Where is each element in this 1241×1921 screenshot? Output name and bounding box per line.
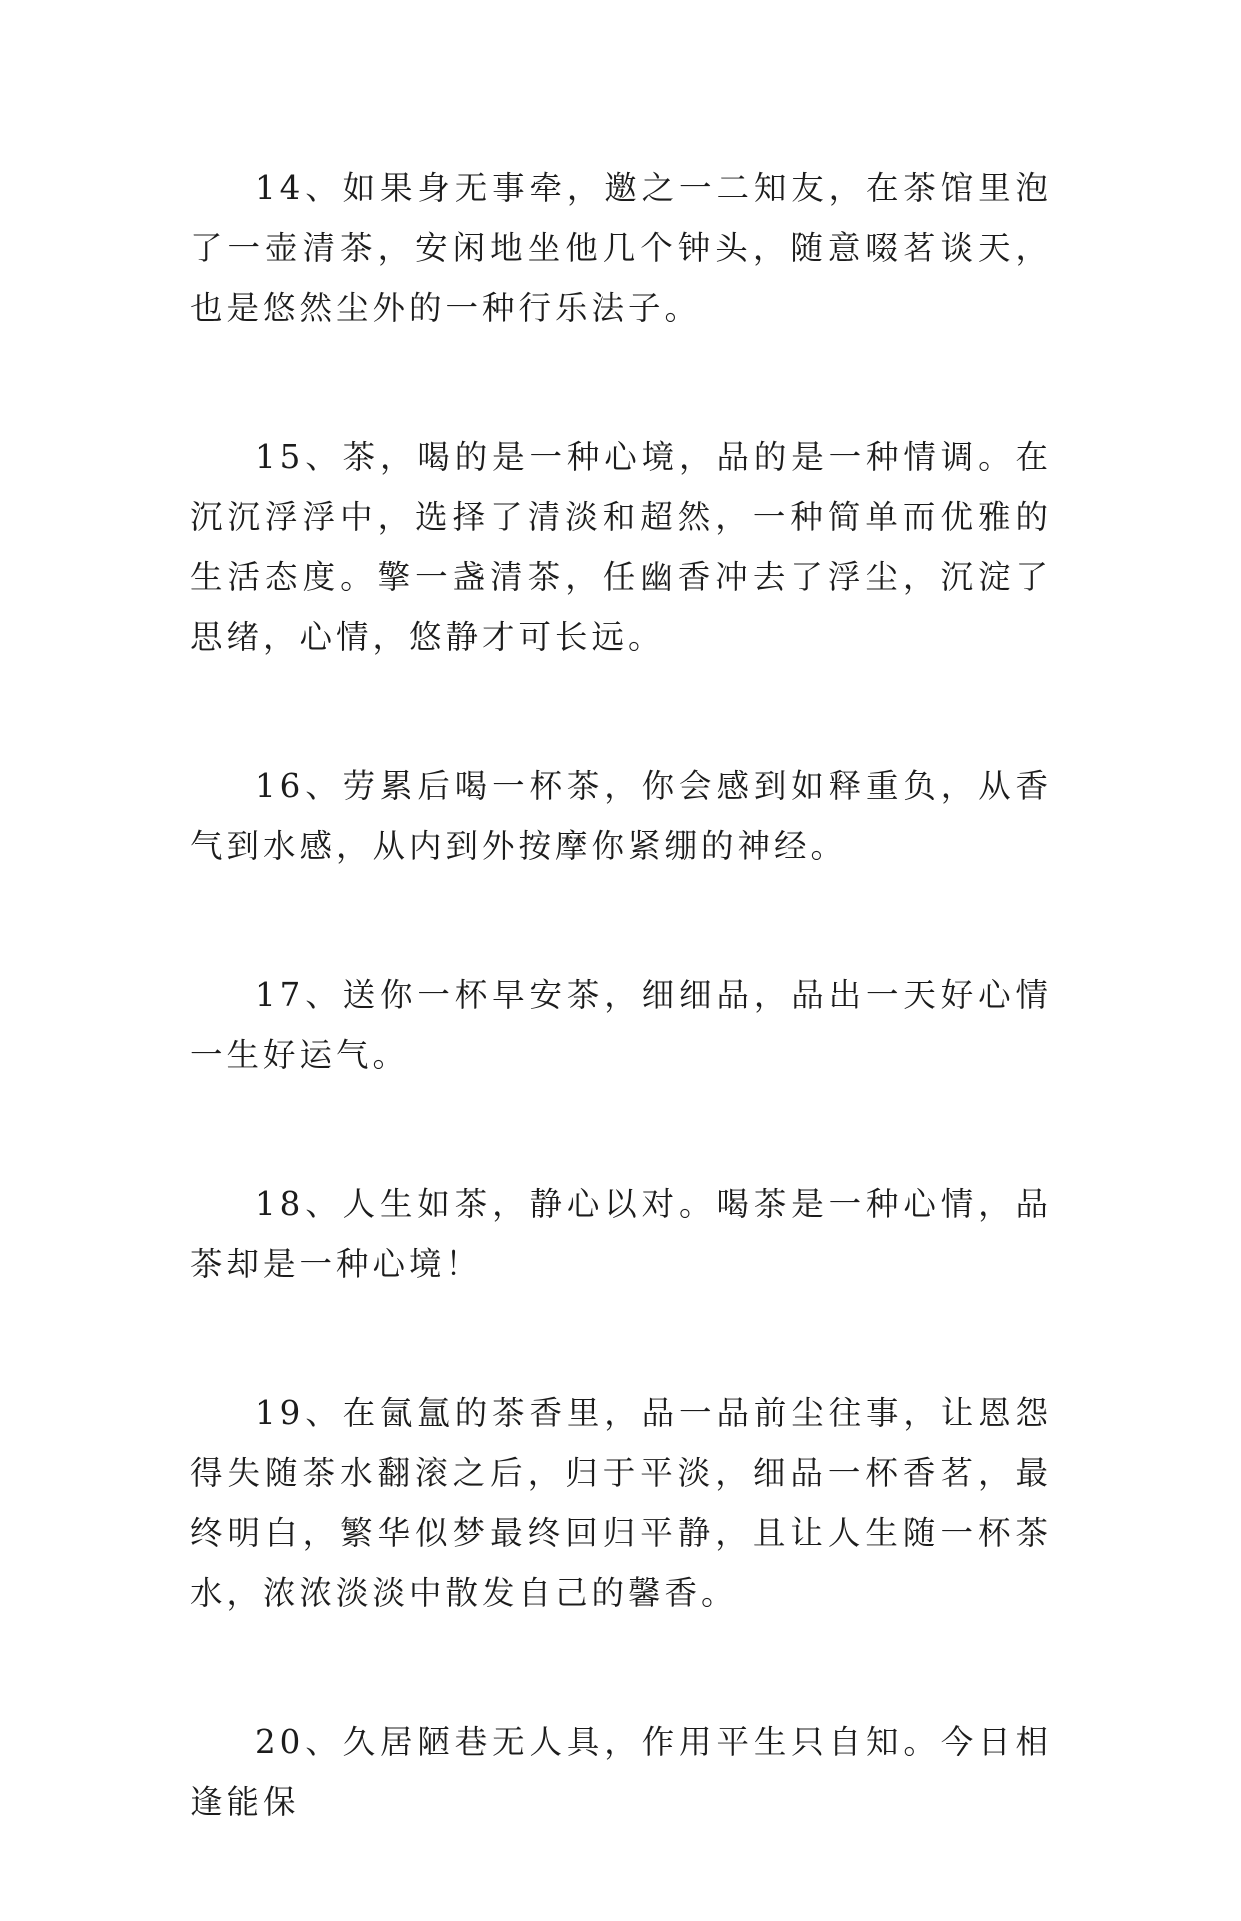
paragraph-18: 18、人生如茶，静心以对。喝茶是一种心情，品茶却是一种心境！: [190, 1185, 1052, 1283]
paragraph-20: 20、久居陋巷无人具，作用平生只自知。今日相逢能保: [190, 1723, 1052, 1821]
paragraph-14: 14、如果身无事牵，邀之一二知友，在茶馆里泡了一壶清茶，安闲地坐他几个钟头，随意啜茗谈天，也是悠然尘外的一种行乐法子。: [190, 169, 1052, 327]
paragraph-15: 15、茶，喝的是一种心境，品的是一种情调。在沉沉浮浮中，选择了清淡和超然，一种简单而优雅的生活态度。擎一盏清茶，任幽香冲去了浮尘，沉淀了思绪，心情，悠静才可长远。: [190, 438, 1052, 656]
document-body: [190, 158, 1052, 1921]
paragraph-16: 16、劳累后喝一杯茶，你会感到如释重负，从香气到水感，从内到外按摩你紧绷的神经。: [190, 767, 1052, 865]
paragraph-19: 19、在氤氲的茶香里，品一品前尘往事，让恩怨得失随茶水翻滚之后，归于平淡，细品一杯香茗，最终明白，繁华似梦最终回归平静，且让人生随一杯茶水，浓浓淡淡中散发自己的馨香。: [190, 1394, 1052, 1612]
paragraph-17: 17、送你一杯早安茶，细细品，品出一天好心情一生好运气。: [190, 976, 1052, 1074]
